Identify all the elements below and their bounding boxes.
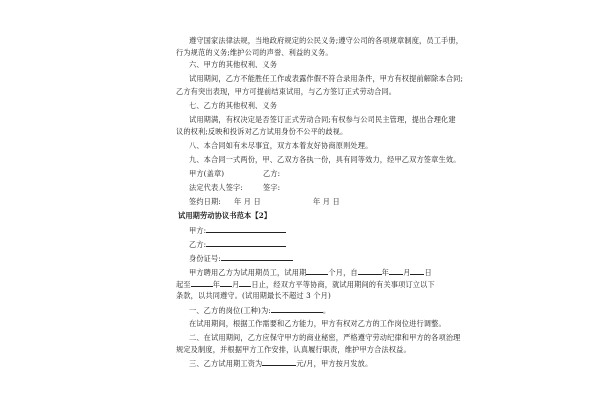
- text-line: [189, 267, 432, 277]
- text-line: 规定及制度，并根据甲方工作安排，认真履行职责，维护甲方合法权益。: [176, 345, 411, 354]
- position-field: [189, 305, 330, 315]
- blank-line: [410, 267, 424, 275]
- text-segment: 。: [322, 306, 331, 315]
- text-segment: 年: [212, 280, 221, 289]
- text-line: 乙方有突出表现，甲方可提前结束试用，与乙方签订正式劳动合同。: [176, 87, 397, 96]
- text-line: 试用期间，乙方不能胜任工作或表露作假不符合录用条件，甲方有权提前解除本合同;: [189, 74, 464, 83]
- blank-line: [262, 358, 296, 366]
- sign-date-b: 年 月 日: [313, 197, 340, 206]
- blank-line: [191, 279, 213, 287]
- text-segment: 月: [403, 268, 411, 277]
- signature-label: 签字:: [263, 183, 281, 192]
- document-title: 试用期劳动协议书范本【2】: [178, 211, 272, 220]
- party-a-label: 甲方:: [189, 226, 207, 235]
- blank-line: [271, 305, 323, 313]
- text-segment: 个月，自: [328, 268, 358, 277]
- text-line: 在试用期间，根据工作需要和乙方能力，甲方有权对乙方的工作岗位进行调整。: [189, 319, 446, 328]
- text-segment: 年: [381, 268, 390, 277]
- id-number-field: [189, 253, 293, 263]
- text-segment: 日止，经双方平等协商，就试用期间的有关事项订立以下: [251, 280, 435, 289]
- text-line: 遵守国家法律法规，当地政府规定的公民义务;遵守公司的各项规章制度，员工手册，: [189, 36, 464, 45]
- position-label: 一、乙方的岗位(工种)为:: [189, 306, 271, 315]
- blank-line: [389, 267, 403, 275]
- blank-line: [221, 253, 293, 261]
- blank-line: [206, 225, 286, 233]
- party-a-seal-label: 甲方(盖章): [189, 169, 225, 178]
- text-line: 二、在试用期间，乙方应保守甲方的商业秘密，严格遵守劳动纪律和甲方的各项治理: [189, 333, 461, 342]
- blank-line: [220, 279, 232, 287]
- party-b-label: 乙方:: [263, 169, 281, 178]
- id-number-label: 身份证号:: [189, 254, 221, 263]
- salary-field: [189, 358, 372, 368]
- text-line: 试用期满，有权决定是否签订正式劳动合同;有权参与公司民主管理，提出合理化建: [189, 115, 456, 124]
- text-segment: 月: [232, 280, 240, 289]
- text-line: 行为规范的义务;维护公司的声誉、利益的义务。: [176, 48, 333, 57]
- text-segment: 元/月，甲方按月发放。: [296, 359, 373, 368]
- section-heading: 七、乙方的其他权利、义务: [189, 101, 278, 110]
- text-line: 条款，以共同遵守。(试用期最长不超过 3 个月): [176, 291, 331, 300]
- text-segment: 日: [424, 268, 432, 277]
- legal-rep-signature-label: 法定代表人签字:: [189, 183, 243, 192]
- party-b-label: 乙方:: [189, 240, 207, 249]
- blank-line: [306, 267, 328, 275]
- text-line: 九、本合同一式两份，甲、乙双方各执一份，具有同等效力，经甲乙双方签章生效。: [189, 155, 461, 164]
- text-segment: 甲方聘用乙方为试用期员工，试用期: [189, 268, 307, 277]
- salary-label: 三、乙方试用期工资为: [189, 359, 263, 368]
- blank-line: [239, 279, 251, 287]
- text-line: 议的权利;反映和投诉对乙方试用身份不公平的歧视。: [176, 127, 348, 136]
- blank-line: [206, 239, 286, 247]
- sign-date-label: 签约日期:: [189, 197, 221, 206]
- party-b-field: [189, 239, 286, 249]
- text-line: 八、本合同如有未尽事宜，双方本着友好协商原则处理。: [189, 141, 373, 150]
- blank-line: [358, 267, 382, 275]
- text-line: [176, 279, 435, 289]
- section-heading: 六、甲方的其他权利、义务: [189, 60, 278, 69]
- party-a-field: [189, 225, 286, 235]
- sign-date-a: 年 月 日: [234, 197, 261, 206]
- text-segment: 起至: [176, 280, 191, 289]
